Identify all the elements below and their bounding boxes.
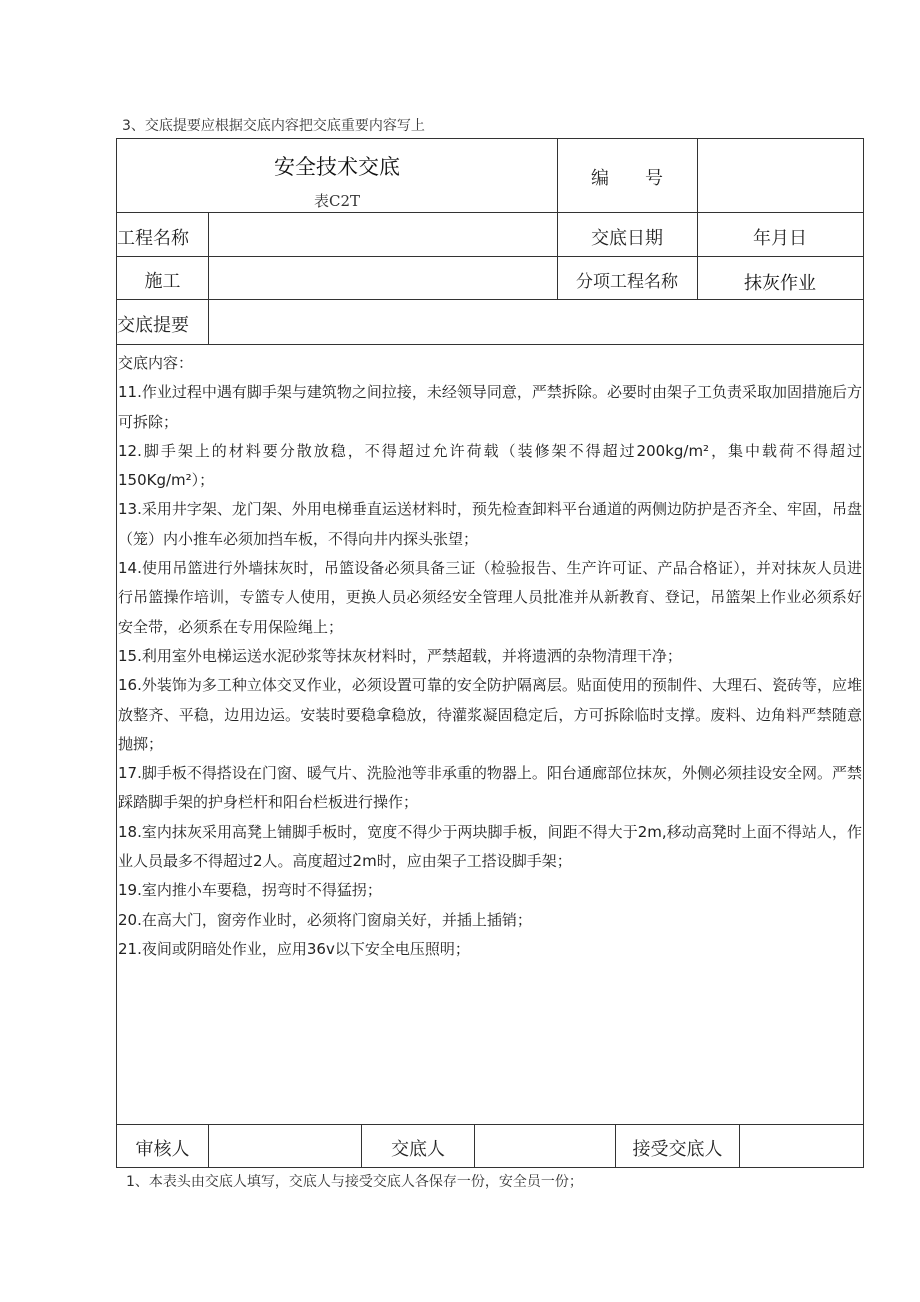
number-label: 编 号 [591,168,663,189]
content-item: 20.在高大门，窗旁作业时，必须将门窗扇关好，并插上插销； [118,910,532,929]
disclosure-date-value[interactable]: 年月日 [753,228,807,249]
subitem-name-label: 分项工程名称 [576,272,678,292]
column-divider [739,1124,740,1168]
safety-disclosure-form [116,138,864,1168]
column-divider [697,139,698,299]
receiver-label: 接受交底人 [632,1139,723,1160]
content-item: 18.室内抹灰采用高凳上铺脚手板时，宽度不得少于两块脚手板，间距不得大于2m,移动高凳时上面不得站人，作业人员最多不得超过2人。高度超过2m时，应由架子工搭设脚手架； [118,822,862,871]
content-item: 16.外装饰为多工种立体交叉作业，必须设置可靠的安全防护隔离层。贴面使用的预制件、大理石、瓷砖等，应堆放整齐、平稳，边用边运。安装时要稳拿稳放，待灌浆凝固稳定后，方可拆除临时支撑。废料、边角料严禁随意抛掷； [118,676,862,753]
disclosure-content [118,349,862,964]
content-item: 19.室内推小车要稳，拐弯时不得猛拐； [118,881,382,900]
row-divider [117,344,863,345]
project-name-label: 工程名称 [117,228,189,249]
disclosure-date-label: 交底日期 [591,228,663,249]
form-title: 安全技术交底 [274,155,400,179]
content-heading: 交底内容： [118,354,194,372]
instruction-note-bottom: 1、本表头由交底人填写，交底人与接受交底人各保存一份，安全员一份； [126,1174,583,1190]
row-divider [117,256,863,257]
discloser-label: 交底人 [391,1139,445,1160]
column-divider [208,212,209,344]
column-divider [474,1124,475,1168]
subitem-name-value[interactable]: 抹灰作业 [744,273,816,294]
row-divider [117,212,863,213]
content-item: 11.作业过程中遇有脚手架与建筑物之间拉接，未经领导同意，严禁拆除。必要时由架子工负责采取加固措施后方可拆除； [118,383,862,431]
content-item: 21.夜间或阴暗处作业，应用36v以下安全电压照明； [118,939,470,958]
reviewer-label: 审核人 [135,1139,190,1160]
content-item: 15.利用室外电梯运送水泥砂浆等抹灰材料时，严禁超载，并将遗洒的杂物清理干净； [118,646,682,665]
summary-label: 交底提要 [117,315,189,336]
content-item: 13.采用井字架、龙门架、外用电梯垂直运送材料时，预先检查卸料平台通道的两侧边防护是否齐全、牢固，吊盘（笼）内小推车必须加挡车板，不得向井内探头张望； [118,500,862,548]
content-item: 12.脚手架上的材料要分散放稳，不得超过允许荷载（装修架不得超过200kg/m²，集中载荷不得超过150Kg/m²）； [118,441,862,490]
row-divider [117,299,863,300]
content-item: 14.使用吊篮进行外墙抹灰时，吊篮设备必须具备三证（检验报告、生产许可证、产品合格证），并对抹灰人员进行吊篮操作培训，专篮专人使用，更换人员必须经安全管理人员批准并从新教育、登记，吊篮架上作业必须系好安全带，必须系在专用保险绳上； [118,559,862,636]
form-code: 表C2T [313,192,361,210]
content-item: 17.脚手板不得搭设在门窗、暖气片、洗脸池等非承重的物器上。阳台通廊部位抹灰，外侧必须挂设安全网。严禁踩踏脚手架的护身栏杆和阳台栏板进行操作； [118,764,862,812]
column-divider [208,1124,209,1168]
instruction-note-top: 3、交底提要应根据交底内容把交底重要内容写上 [122,118,425,134]
row-divider [117,1124,863,1125]
construction-label: 施工 [144,271,181,292]
